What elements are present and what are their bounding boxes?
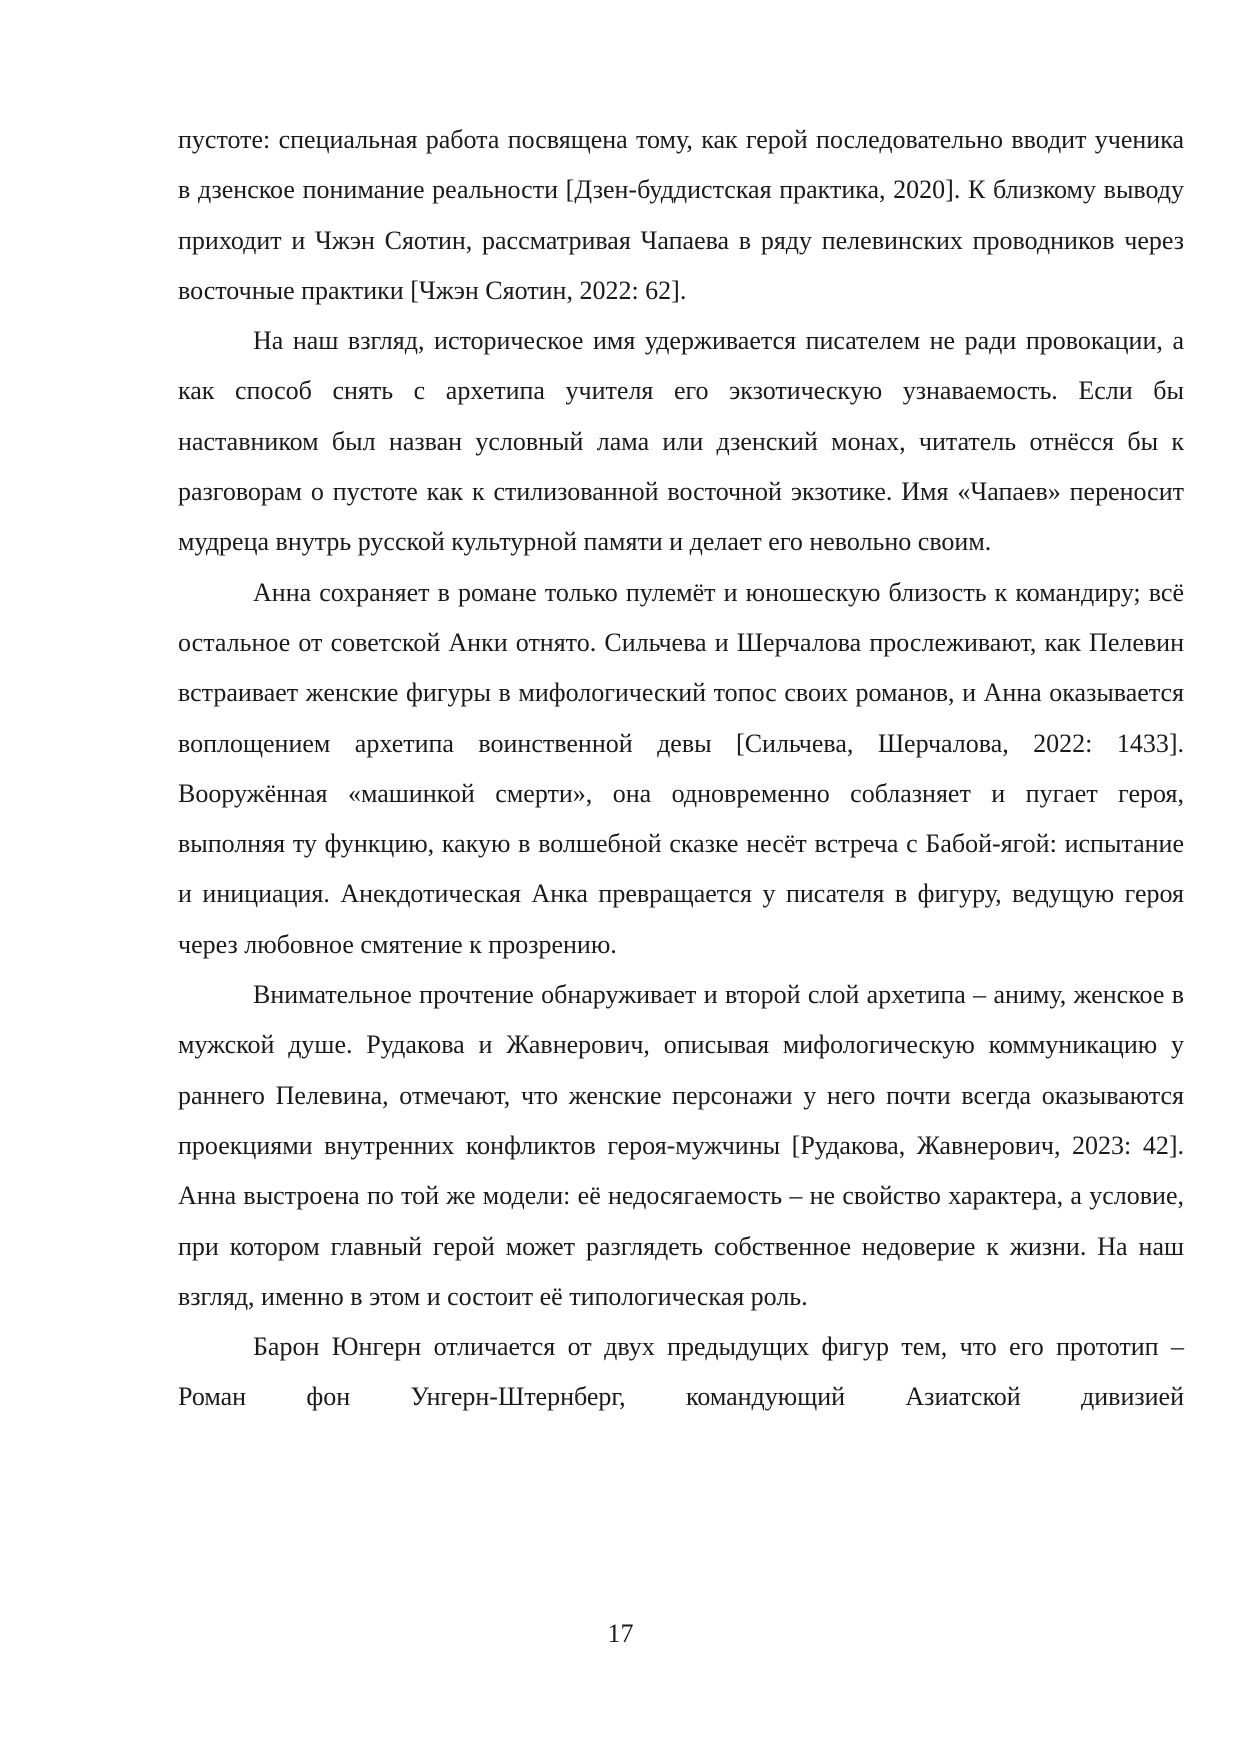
paragraph-baron-jungern: Барон Юнгерн отличается от двух предыдущих фигур тем, что его прототип – Роман фон Унгерн-Штернберг, командующий Азиатской дивизией	[178, 1332, 1184, 1412]
paragraph-anna: Анна сохраняет в романе только пулемёт и юношескую близость к командиру; всё остальное от советской Анки отнято. Сильчева и Шерчалова прослеживают, как Пелевин встраивает женские фигуры в мифологический топос своих романов, и Анна оказывается воплощением архетипа воинственной девы [Сильчева, Шерчалова, 2022: 1433]. Вооружённая «машинкой смерти», она одновременно соблазняет и пугает героя, выполняя ту функцию, какую в волшебной сказке несёт встреча с Бабой-ягой: испытание и инициация. Анекдотическая Анка превращается у писателя в фигуру, ведущую героя через любовное смятение к прозрению.	[178, 577, 1184, 959]
page-number: 17	[607, 1619, 634, 1648]
paragraph-continuation: пустоте: специальная работа посвящена тому, как герой последовательно вводит ученика в дзенское понимание реальности [Дзен-буддистская практика, 2020]. К близкому выводу приходит и Чжэн Сяотин, рассматривая Чапаева в ряду пелевинских проводников через восточные практики [Чжэн Сяотин, 2022: 62].	[178, 125, 1184, 305]
paragraph-historical-name: На наш взгляд, историческое имя удерживается писателем не ради провокации, а как способ снять с архетипа учителя его экзотическую узнаваемость. Если бы наставником был назван условный лама или дзенский монах, читатель отнёсся бы к разговорам о пустоте как к стилизованной восточной экзотике. Имя «Чапаев» переносит мудреца внутрь русской культурной памяти и делает его невольно своим.	[178, 326, 1184, 557]
paragraph-anima: Внимательное прочтение обнаруживает и второй слой архетипа – аниму, женское в мужской душе. Рудакова и Жавнерович, описывая мифологическую коммуникацию у раннего Пелевина, отмечают, что женские персонажи у него почти всегда оказываются проекциями внутренних конфликтов героя-мужчины [Рудакова, Жавнерович, 2023: 42]. Анна выстроена по той же модели: её недосягаемость – не свойство характера, а условие, при котором главный герой может разглядеть собственное недоверие к жизни. На наш взгляд, именно в этом и состоит её типологическая роль.	[178, 980, 1184, 1311]
body-text	[178, 115, 1184, 1423]
